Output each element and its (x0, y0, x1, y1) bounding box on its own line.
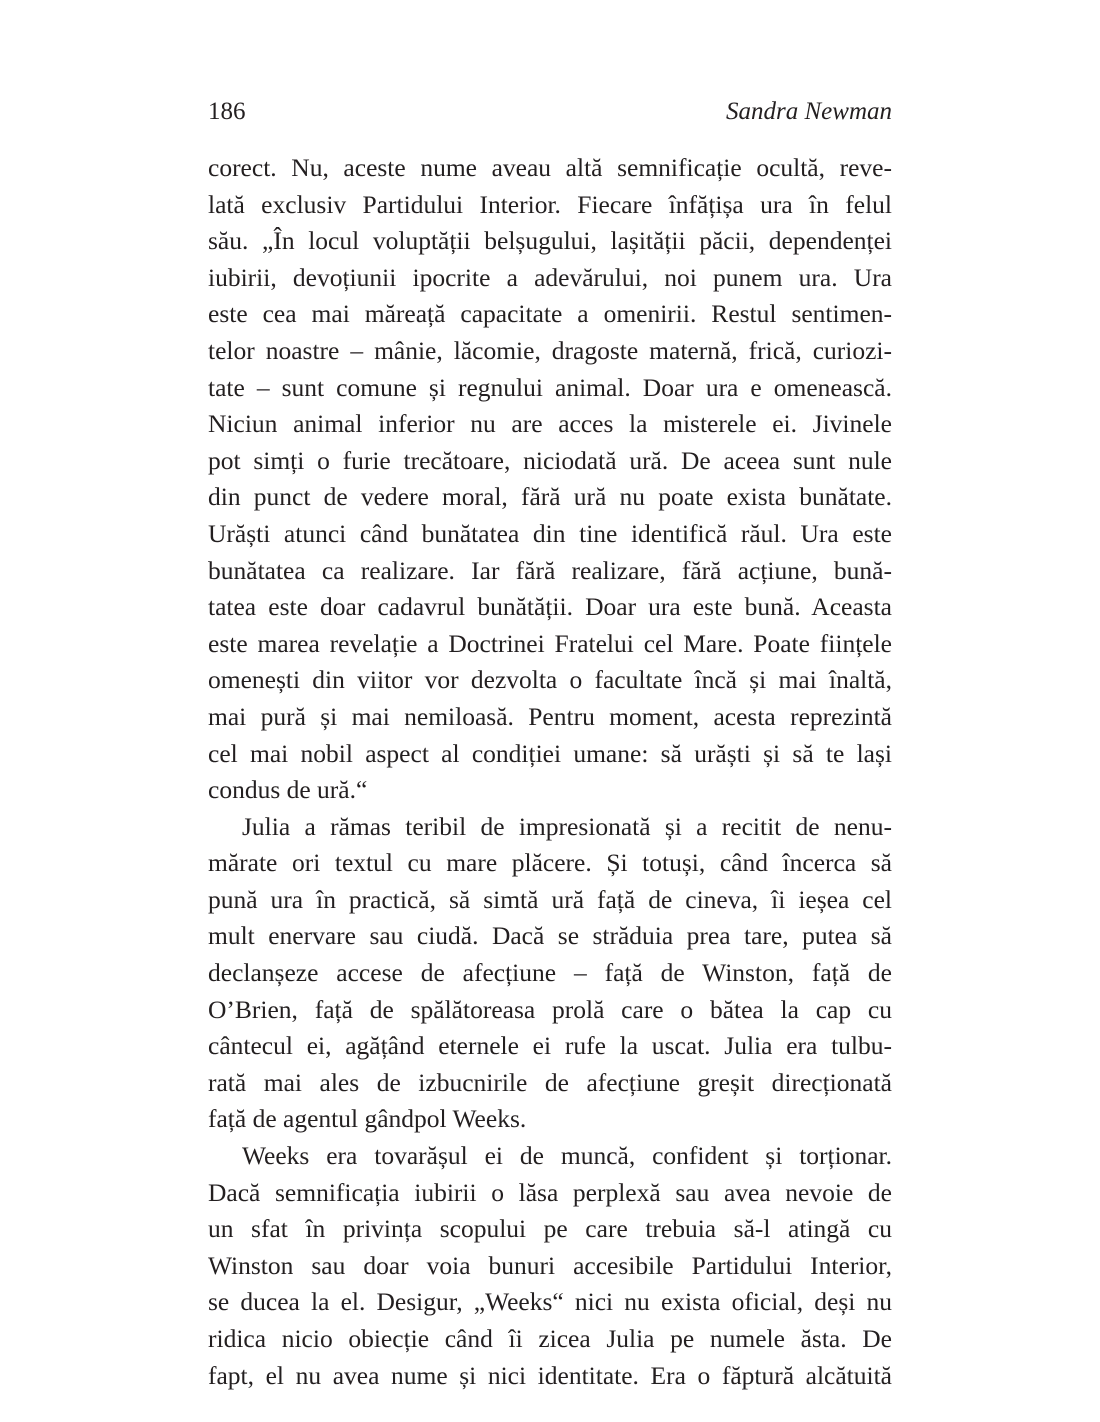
text-line: este cea mai măreață capacitate a omenirii. Restul sentimen- (208, 299, 892, 329)
text-line: un sfat în privința scopului pe care trebuia să-l atingă cu (208, 1214, 892, 1244)
text-line: tatea este doar cadavrul bunătății. Doar ura este bună. Aceasta (208, 592, 892, 622)
text-line: Dacă semnificația iubirii o lăsa perplexă sau avea nevoie de (208, 1177, 892, 1207)
text-line: fapt, el nu avea nume și nici identitate. Era o făptură alcătuită (208, 1360, 892, 1390)
text-line: Urăști atunci când bunătatea din tine identifică răul. Ura este (208, 518, 892, 548)
paragraph (208, 809, 892, 1138)
text-line: cântecul ei, agățând eternele ei rufe la uscat. Julia era tulbu- (208, 1031, 892, 1061)
text-line: ridica nicio obiecție când îi zicea Julia pe numele ăsta. De (208, 1324, 892, 1353)
text-line: din punct de vedere moral, fără ură nu poate exista bunătate. (208, 482, 892, 512)
paragraph (208, 1138, 892, 1394)
text-line: pună ura în practică, să simtă ură față de cineva, îi ieșea cel (208, 884, 892, 914)
text-line: față de agentul gândpol Weeks. (208, 1104, 527, 1134)
text-line: se ducea la el. Desigur, „Weeks“ nici nu exista oficial, deși nu (208, 1287, 892, 1317)
text-line: telor noastre – mânie, lăcomie, dragoste maternă, frică, curiozi- (208, 335, 892, 365)
text-line: condus de ură.“ (208, 775, 368, 805)
body-text (208, 150, 892, 1394)
text-line: Winston sau doar voia bunuri accesibile Partidului Interior, (208, 1250, 892, 1280)
paragraph (208, 150, 892, 809)
text-line: declanșeze accese de afecțiune – față de Winston, față de (208, 958, 892, 988)
page-number: 186 (208, 98, 246, 125)
text-line: iubirii, devoțiunii ipocrite a adevărului, noi punem ura. Ura (208, 262, 892, 292)
page-header (208, 92, 892, 132)
text-line: bunătatea ca realizare. Iar fără realizare, fără acțiune, bună- (208, 555, 892, 585)
text-line: cel mai nobil aspect al condiției umane: să urăști și să te lași (208, 738, 892, 768)
text-line: tate – sunt comune și regnului animal. Doar ura e omenească. (208, 372, 892, 402)
text-line: rată mai ales de izbucnirile de afecțiune greșit direcționată (208, 1067, 892, 1097)
text-line: mărate ori textul cu mare plăcere. Și totuși, când încerca să (208, 848, 892, 878)
text-line: este marea revelație a Doctrinei Fratelui cel Mare. Poate ființele (208, 628, 892, 658)
text-line: lată exclusiv Partidului Interior. Fiecare înfățișa ura în felul (208, 189, 892, 219)
running-head-author: Sandra Newman (726, 98, 892, 125)
text-line: mai pură și mai nemiloasă. Pentru moment, acesta reprezintă (208, 701, 892, 731)
text-line: Niciun animal inferior nu are acces la misterele ei. Jivinele (208, 409, 892, 439)
text-line: Julia a rămas teribil de impresionată și a recitit de nenu- (242, 811, 892, 841)
text-line: O’Brien, față de spălătoreasa prolă care o bătea la cap cu (208, 994, 892, 1024)
text-line: său. „În locul voluptății belșugului, lașității păcii, dependenței (208, 226, 892, 256)
text-line: omenești din viitor vor dezvolta o facultate încă și mai înaltă, (208, 665, 892, 695)
text-line: corect. Nu, aceste nume aveau altă semnificație ocultă, reve- (208, 153, 892, 182)
text-line: Weeks era tovarășul ei de muncă, confident și torționar. (242, 1141, 892, 1171)
text-line: pot simți o furie trecătoare, niciodată ură. De aceea sunt nule (208, 445, 892, 475)
text-line: mult enervare sau ciudă. Dacă se străduia prea tare, putea să (208, 921, 892, 951)
